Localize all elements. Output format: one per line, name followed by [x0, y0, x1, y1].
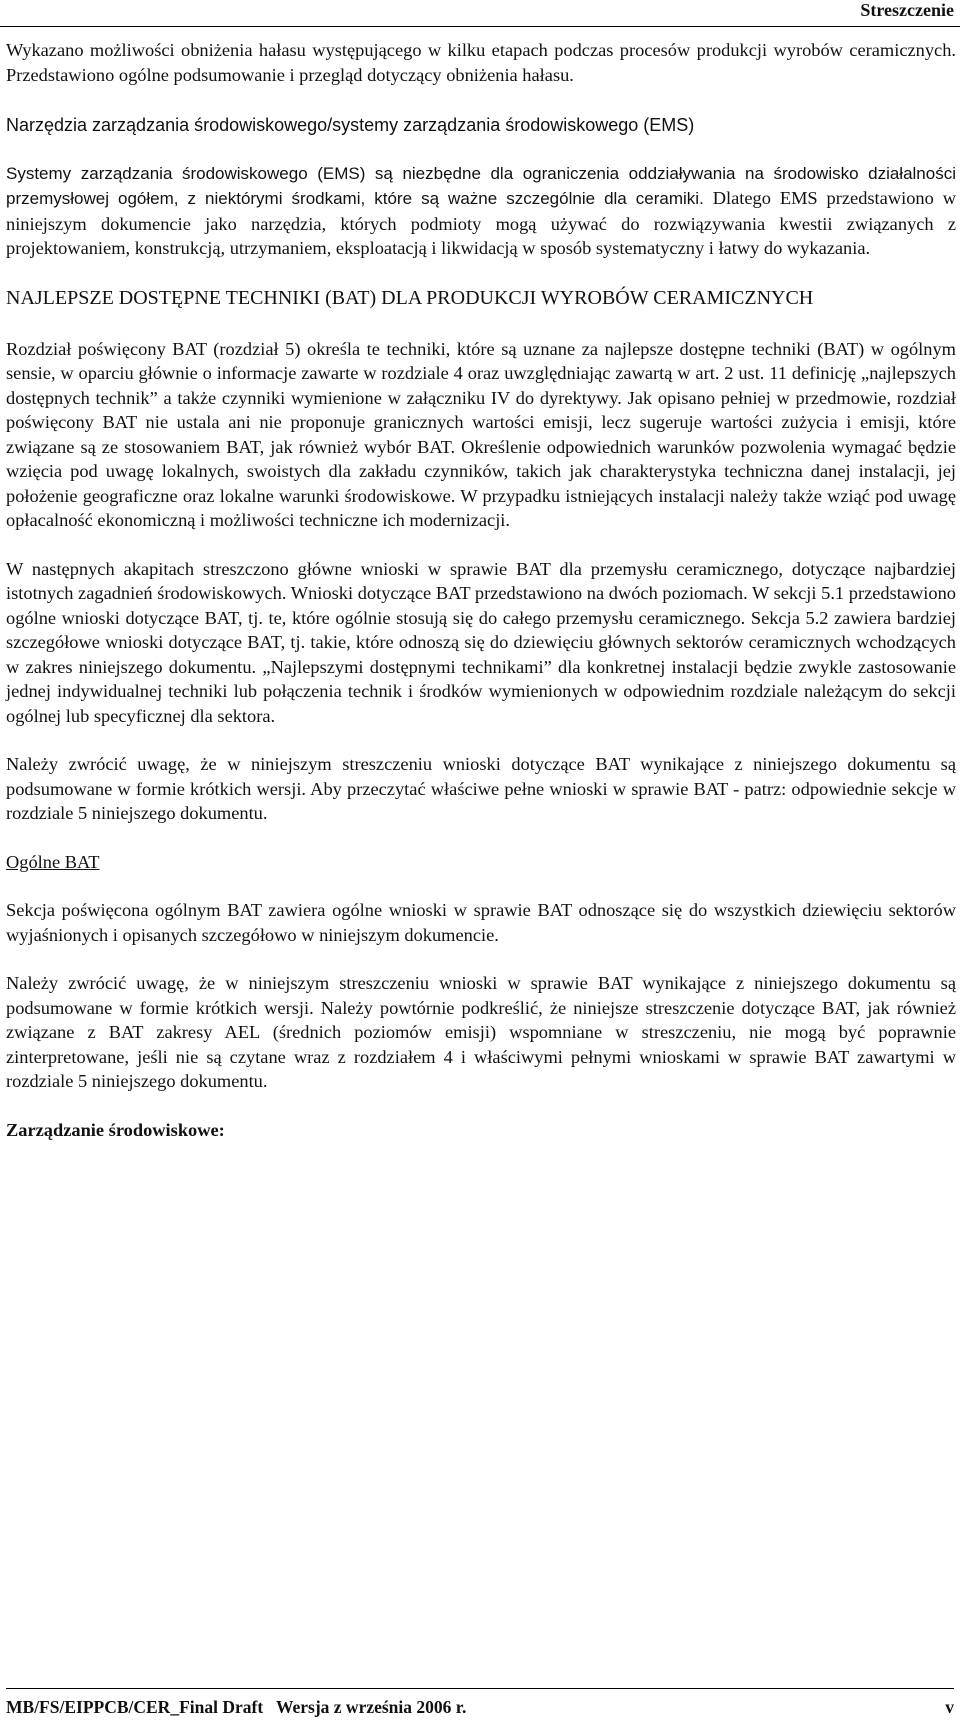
page-number: v: [945, 1697, 954, 1717]
intro-paragraph: Wykazano możliwości obniżenia hałasu występującego w kilku etapach podczas procesów produkcji wyrobów ceramicznych. Przedstawiono ogólne podsumowanie i przegląd dotyczący obniżenia hałasu.: [6, 40, 956, 85]
running-footer: [6, 1688, 954, 1723]
bat-paragraph-2: W następnych akapitach streszczono główne wnioski w sprawie BAT dla przemysłu ceramicznego, dotyczące najbardziej istotnych zagadnień środowiskowych. Wnioski dotyczące BAT przedstawiono na dwóch poziomach. W sekcji 5.1 przedstawiono ogólne wnioski dotyczące BAT, tj. te, które ogólnie stosują się do całego przemysłu ceramicznego. Sekcja 5.2 zawiera bardziej szczegółowe wnioski dotyczące BAT, tj. takie, które odnoszą się do dziewięciu głównych sektorów ceramicznych wchodzących w zakres niniejszego dokumentu. „Najlepszymi dostępnymi technikami” dla konkretnej instalacji będzie zwykle zastosowanie jednej indywidualnej techniki lub połączenia technik i środków wymienionych w odpowiednim rozdziale należącym do sekcji ogólnej lub specyficznej dla sektora.: [6, 558, 956, 726]
general-bat-paragraph-1: Sekcja poświęcona ogólnym BAT zawiera ogólne wnioski w sprawie BAT odnoszące się do wszystkich dziewięciu sektorów wyjaśnionych i opisanych szczegółowo w niniejszym dokumencie.: [6, 900, 956, 945]
ems-heading: Narzędzia zarządzania środowiskowego/systemy zarządzania środowiskowego (EMS): [6, 115, 695, 135]
footer-document-id: MB/FS/EIPPCB/CER_Final Draft Wersja z września 2006 r.: [6, 1697, 467, 1717]
bat-heading: NAJLEPSZE DOSTĘPNE TECHNIKI (BAT) DLA PRODUKCJI WYROBÓW CERAMICZNYCH: [6, 286, 814, 309]
ems-paragraph-serif-part: Dlatego EMS przedstawiono w niniejszym dokumencie jako narzędzia, których podmioty mogą używać do rozwiązywania kwestii związanych z projektowaniem, konstrukcją, utrzymaniem, eksploatacją i likwidacją w sposób systematyczny i łatwy do wykazania.: [6, 188, 956, 259]
running-header: [0, 0, 960, 27]
general-bat-heading: Ogólne BAT: [6, 851, 100, 872]
bat-paragraph-3: Należy zwrócić uwagę, że w niniejszym streszczeniu wnioski dotyczące BAT wynikające z niniejszego dokumentu są podsumowane w formie krótkich wersji. Aby przeczytać właściwe pełne wnioski w sprawie BAT - patrz: odpowiednie sekcje w rozdziale 5 niniejszego dokumentu.: [6, 754, 956, 824]
ems-paragraph-sans-part: Systemy zarządzania środowiskowego (EMS) są niezbędne dla ograniczenia oddziaływania na środowisko działalności przemysłowej ogółem, z niektórymi środkami, które są ważne szczególnie dla ceramiki.: [6, 164, 956, 209]
header-title: Streszczenie: [860, 0, 954, 20]
env-management-heading: Zarządzanie środowiskowe:: [6, 1119, 225, 1140]
bat-paragraph-1: Rozdział poświęcony BAT (rozdział 5) określa te techniki, które są uznane za najlepsze dostępne techniki (BAT) w ogólnym sensie, w oparciu głównie o informacje zawarte w rozdziale 4 oraz uwzględniając zawartą w art. 2 ust. 11 definicję „najlepszych dostępnych technik” a także czynniki wymienione w załączniku IV do dyrektywy. Jak opisano pełniej w przedmowie, rozdział poświęcony BAT nie ustala ani nie proponuje granicznych wartości emisji, lecz sugeruje wartości zużycia i emisji, które związane są ze stosowaniem BAT, jak również wybór BAT. Określenie odpowiednich warunków pozwolenia wymagać będzie wzięcia pod uwagę lokalnych, swoistych dla zakładu czynników, takich jak charakterystyka techniczna danej instalacji, jej położenie geograficzne oraz lokalne warunki środowiskowe. W przypadku istniejących instalacji należy także wziąć pod uwagę opłacalność ekonomiczną i możliwości techniczne ich modernizacji.: [6, 338, 956, 531]
general-bat-paragraph-2: Należy zwrócić uwagę, że w niniejszym streszczeniu wnioski w sprawie BAT wynikające z niniejszego dokumentu są podsumowane w formie krótkich wersji. Należy powtórnie podkreślić, że niniejsze streszczenie dotyczące BAT, jak również związane z BAT zakresy AEL (średnich poziomów emisji) wspomniane w streszczeniu, nie mogą być poprawnie zinterpretowane, jeśli nie są czytane wraz z rozdziałem 4 i właściwymi pełnymi wnioskami w sprawie BAT zawartymi w rozdziale 5 niniejszego dokumentu.: [6, 973, 956, 1092]
document-body: [6, 38, 956, 1142]
ems-paragraph: [6, 161, 956, 261]
